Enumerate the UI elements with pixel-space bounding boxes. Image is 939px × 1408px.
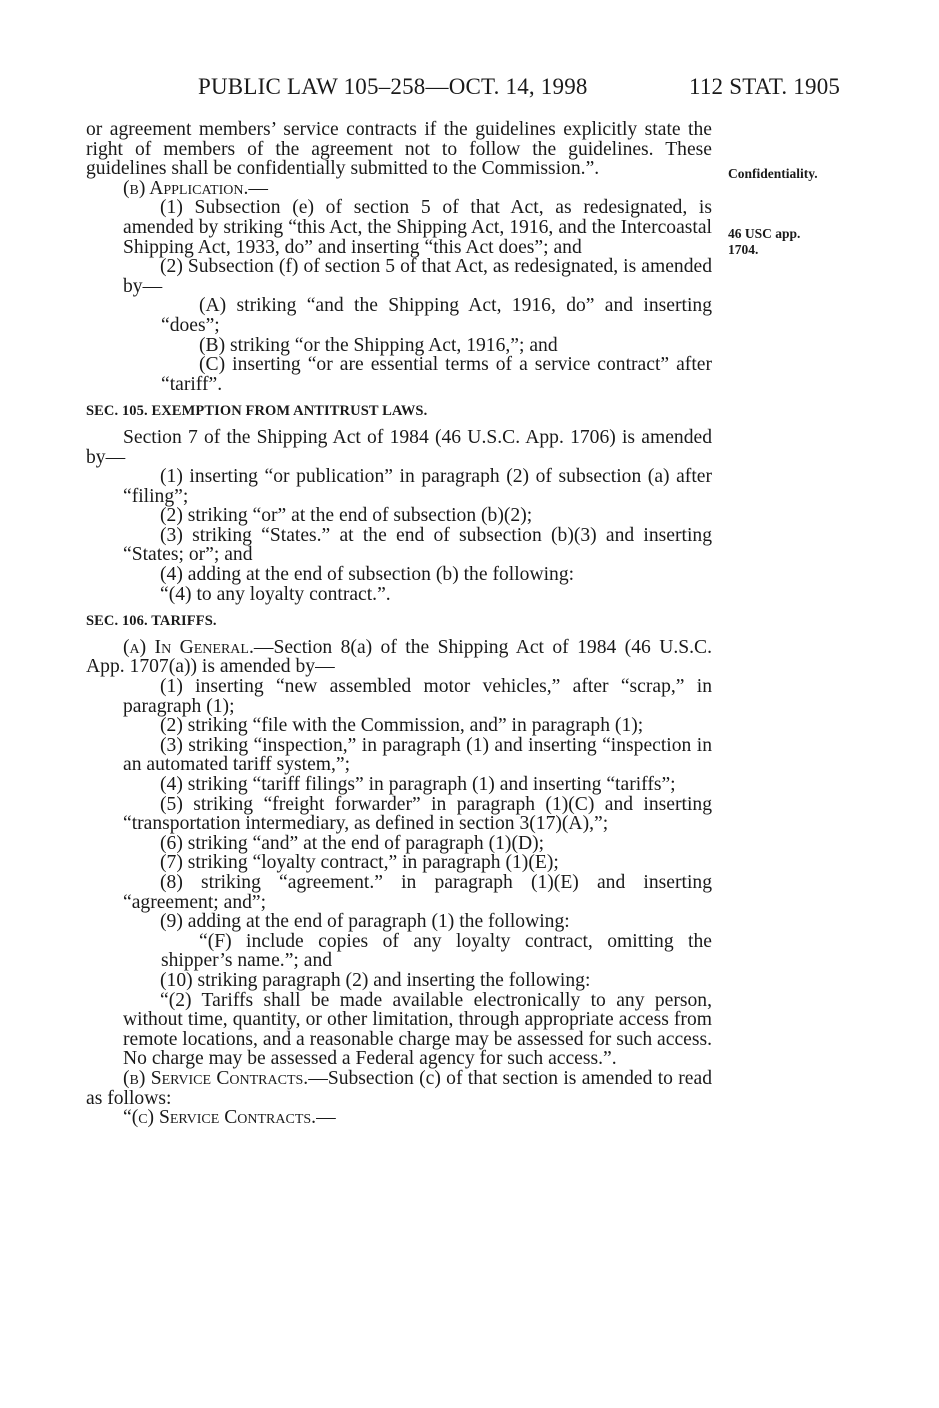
paragraph: (7) striking “loyalty contract,” in paragraph (1)(E); bbox=[160, 852, 559, 874]
subsection-label: (a) In General. bbox=[123, 636, 254, 658]
running-head: PUBLIC LAW 105–258—OCT. 14, 1998 bbox=[198, 74, 588, 99]
paragraph: (3) striking “States.” at the end of subsection (b)(3) and inserting “States; or”; and bbox=[123, 524, 712, 566]
subsection-heading: (b) Application.— bbox=[123, 177, 268, 199]
quoted-paragraph: “(2) Tariffs shall be made available electronically to any person, without time, quantity, or other limitation, through appropriate access from remote locations, and a reasonable charge may be assessed for such access. No charge may be assessed a Federal agency for such access.”. bbox=[123, 989, 712, 1070]
section-heading: SEC. 105. EXEMPTION FROM ANTITRUST LAWS. bbox=[86, 403, 428, 420]
paragraph: (2) striking “or” at the end of subsection (b)(2); bbox=[160, 505, 533, 527]
section-heading: SEC. 106. TARIFFS. bbox=[86, 613, 217, 630]
paragraph: (8) striking “agreement.” in paragraph (1)(E) and inserting “agreement; and”; bbox=[123, 871, 712, 913]
margin-note-usc-line2: 1704. bbox=[728, 242, 759, 257]
paragraph: (2) Subsection (f) of section 5 of that Act, as redesignated, is amended by— bbox=[123, 256, 712, 297]
paragraph: (1) Subsection (e) of section 5 of that Act, as redesignated, is amended by striking “this Act, the Shipping Act, 1916, and the Intercoastal Shipping Act, 1933, do” and inserting “this Act does”; and bbox=[123, 197, 712, 258]
subsection-label: (b) Service Contracts. bbox=[123, 1067, 309, 1089]
subsection-text: —Subsection (c) of that section is amended to read as follows: bbox=[86, 1067, 712, 1109]
paragraph: (2) striking “file with the Commission, and” in paragraph (1); bbox=[160, 715, 644, 737]
margin-note-confidentiality: Confidentiality. bbox=[728, 166, 818, 181]
quoted-paragraph: “(F) include copies of any loyalty contract, omitting the shipper’s name.”; and bbox=[161, 930, 712, 972]
paragraph: (10) striking paragraph (2) and inserting the following: bbox=[160, 969, 591, 991]
paragraph: (4) adding at the end of subsection (b) the following: bbox=[160, 564, 575, 586]
paragraph bbox=[86, 638, 712, 677]
paragraph: (1) inserting “or publication” in paragraph (2) of subsection (a) after “filing”; bbox=[123, 466, 712, 507]
paragraph: (C) inserting “or are essential terms of a service contract” after “tariff”. bbox=[161, 354, 712, 395]
law-text bbox=[86, 120, 712, 1128]
paragraph: (3) striking “inspection,” in paragraph (1) and inserting “inspection in an automated tariff system,”; bbox=[123, 734, 712, 776]
paragraph: Section 7 of the Shipping Act of 1984 (46 U.S.C. App. 1706) is amended by— bbox=[86, 426, 712, 468]
subsection-text: —Section 8(a) of the Shipping Act of 1984 (46 U.S.C. App. 1707(a)) is amended by— bbox=[86, 636, 713, 678]
paragraph: or agreement members’ service contracts if the guidelines explicitly state the right of members of the agreement not to follow the guidelines. These guidelines shall be confidentially submitted to the Commission.”. bbox=[86, 119, 712, 180]
paragraph: (5) striking “freight forwarder” in paragraph (1)(C) and inserting “transportation intermediary, as defined in section 3(17)(A),”; bbox=[123, 793, 712, 835]
quoted-paragraph: “(4) to any loyalty contract.”. bbox=[160, 583, 391, 605]
paragraph: (4) striking “tariff filings” in paragraph (1) and inserting “tariffs”; bbox=[160, 774, 676, 795]
paragraph: (1) inserting “new assembled motor vehicles,” after “scrap,” in paragraph (1); bbox=[123, 676, 712, 717]
paragraph: (B) striking “or the Shipping Act, 1916,”; and bbox=[199, 334, 558, 356]
statute-page-number: 112 STAT. 1905 bbox=[689, 74, 841, 99]
paragraph: (6) striking “and” at the end of paragraph (1)(D); bbox=[160, 832, 545, 854]
paragraph: (9) adding at the end of paragraph (1) the following: bbox=[160, 911, 570, 933]
paragraph: (A) striking “and the Shipping Act, 1916, do” and inserting “does”; bbox=[161, 295, 712, 336]
margin-note-usc-line1: 46 USC app. bbox=[728, 226, 801, 241]
paragraph bbox=[86, 1069, 712, 1108]
quoted-heading: “(c) Service Contracts.— bbox=[123, 1107, 336, 1129]
